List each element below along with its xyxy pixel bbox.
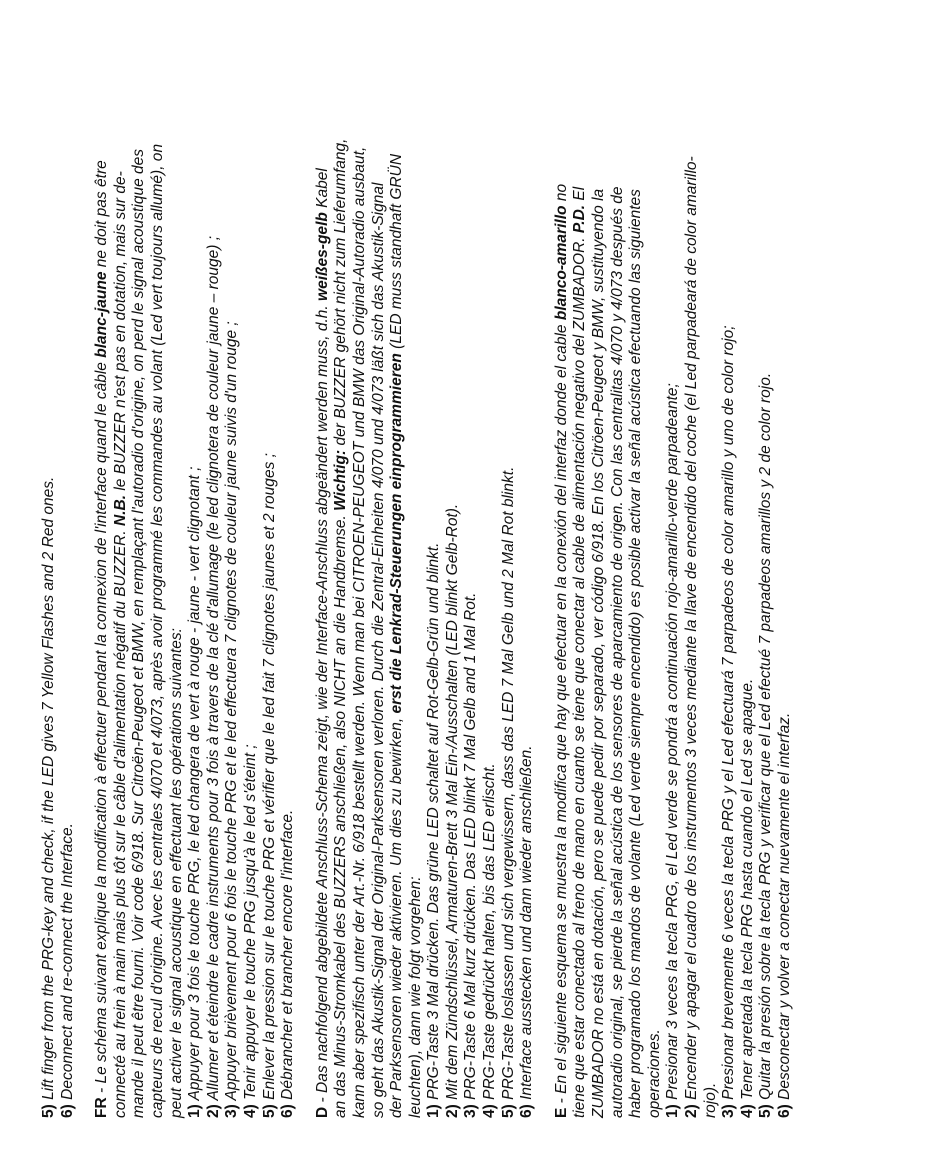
de-line-4: so geht das Akustik-Signal der Original-Parksensoren verloren. Durch die Zentral-Einheiten 4/070 und 4/073 läßt sich das Akustik-Signal: [369, 182, 387, 1118]
de-step-3: 3) PRG-Taste 6 Mal kurz drücken. Das LED blinkt 7 Mal Gelb and 1 Mal Rot.: [462, 592, 480, 1118]
spanish-section: [553, 28, 795, 1118]
es-line-2: tiene que estar conectado al freno de mano en cuanto se tiene que conectar al cable de alimentación negativo del ZUMBADOR. P.D. El: [571, 186, 589, 1118]
fr-line-5: peut activer le signal acoustique en effectuant les opérations suivantes:: [167, 628, 185, 1118]
fr-line-2: connecté au frein à main mais plus tôt sur le câble d'alimentation négatif du BUZZER. N.B. le BUZZER n'est pas en dotation, mais sur de-: [111, 171, 129, 1118]
es-step-2-cont: rojo).: [701, 1082, 719, 1118]
fr-step-5: 5) Enlever la pression sur le touche PRG et vérifier que le led fait 7 clignotes jaunes et 2 rouges ;: [260, 453, 278, 1118]
fr-step-4: 4) Tenir appuyer le touche PRG jusqu'à le led s'éteint ;: [241, 744, 259, 1118]
es-line-6: operaciones.: [645, 1029, 663, 1118]
es-step-6: 6) Desconectar y volver a conectar nuevamente el interfaz.: [775, 712, 793, 1118]
de-line-6: leuchten), dann wie folgt vorgehen:: [406, 876, 424, 1118]
es-line-1: E - En el siguiente esquema se muestra la modifica que hay que efectuar en la conexión del interfaz donde el cable blanco-amarillo no: [552, 183, 570, 1118]
german-section: [314, 28, 537, 1118]
rotated-document: [40, 28, 940, 1118]
de-line-5: der Parksensoren wieder aktivieren. Um dies zu bewirken, erst die Lenkrad-Steuerungen einprogrammieren (LED muss standhaft GRÜN: [388, 153, 406, 1118]
fr-step-3: 3) Appuyer brièvement pour 6 fois le touche PRG et le led effectuera 7 clignotes de couleur jaune suivis d'un rouge ;: [223, 321, 241, 1118]
english-steps: [40, 28, 77, 1118]
de-language-tag: D: [313, 1106, 331, 1118]
fr-line-4: capteurs de recul d'origine. Avec les centrales 4/070 et 4/073, après avoir programmé les commandes au volant (Led vert toujours allumé), on: [148, 143, 166, 1118]
fr-step-2: 2) Allumer et éteindre le cadre instruments pour 3 fois à travers de la clé d'allumage (le led clignotera de couleur jaune – rouge) ;: [204, 235, 222, 1118]
de-step-6: 6) Interface ausstecken und dann wieder anschließen.: [518, 745, 536, 1118]
es-language-tag: E: [552, 1107, 570, 1118]
de-line-3: kann aber spezifisch unter der Art.-Nr. 6/918 bestellt werden. Wenn man bei CITROEN-PEUGEOT und BMW das Original-Autoradio ausbaut,: [350, 146, 368, 1118]
de-line-1: D - Das nachfolgend abgebildete Anschluss-Schema zeigt, wie der Interface-Anschluss abgeändert werden muss, d.h. weißes-gelb Kabel: [313, 168, 331, 1118]
de-step-2: 2) Mit dem Zündschlüssel, Armaturen-Brett 3 Mal Ein-/Ausschalten (LED blinkt Gelb-Rot).: [443, 503, 461, 1118]
es-line-3: ZUMBADOR no está en dotación, pero se puede pedir por separado, ver código 6/918. En los Citröen-Peugeot y BMW, sustituyendo la: [590, 188, 608, 1118]
es-step-3: 3) Presionar brevemente 6 veces la tecla PRG y el Led efectuará 7 parpadeos de color amarillo y uno de color rojo;: [720, 325, 738, 1118]
fr-line-1: FR - Le schéma suivant explique la modification à effectuer pendant la connexion de l'interface quand le câble blanc-jaune ne doit pas être: [93, 160, 111, 1118]
es-step-1: 1) Presionar 3 veces la tecla PRG, el Led verde se pondrá a continuación rojo-amarillo-verde parpadeante;: [664, 383, 682, 1118]
fr-step-6: 6) Débrancher et brancher encore l'interface.: [279, 809, 297, 1118]
fr-language-tag: FR: [93, 1097, 111, 1118]
de-line-2: an das Minus-Stromkabel des BUZZERS anschließen, also NICHT an die Handbremse. Wichtig: der BUZZER gehört nicht zum Lieferumfang,: [332, 138, 350, 1118]
de-step-1: 1) PRG-Taste 3 Mal drücken. Das grüne LED schaltet auf Rot-Gelb-Grün und blinkt.: [425, 542, 443, 1118]
de-step-5: 5) PRG-Taste loslassen und sich vergewissern, dass das LED 7 Mal Gelb und 2 Mal Rot blinkt.: [499, 466, 517, 1118]
es-step-2: 2) Encender y apagar el cuadro de los instrumentos 3 veces mediante la llave de encendido del coche (el Led parpadeará de color amarillo-: [683, 156, 700, 1118]
es-line-4: autoradio original, se pierde la señal acústica de los sensores de aparcamiento de origen. Con las centralitas 4/070 y 4/073 después de: [608, 186, 626, 1118]
es-step-5: 5) Quitar la presión sobre la tecla PRG y verificar que el Led efectué 7 parpadeos amarillos y 2 de color rojo.: [757, 372, 775, 1118]
french-section: [93, 28, 298, 1118]
fr-line-3: mande il peut être fourni. Voir code 6/918. Sur Citroën-Peugeot et BMW, en remplaçant l'autoradio d'origine, on perd le signal acoustique des: [130, 148, 148, 1118]
es-line-5: haber programado los mandos de volante (Led verde siempre encendido) es posible activar la señal acústica efectuando las siguientes: [627, 189, 645, 1118]
de-step-4: 4) PRG-Taste gedrückt halten, bis das LED erlischt.: [481, 763, 499, 1118]
en-step-5: 5) Lift finger from the PRG-key and check, if the LED gives 7 Yellow Flashes and 2 Red ones.: [40, 476, 57, 1118]
fr-step-1: 1) Appuyer pour 3 fois le touche PRG, le led changera de vert à rouge - jaune - vert clignotant ;: [186, 466, 204, 1118]
es-step-4: 4) Tener apretada la tecla PRG hasta cuando el Led se apague.: [738, 678, 756, 1118]
en-step-6: 6) Deconnect and re-connect the Interface.: [58, 823, 76, 1118]
